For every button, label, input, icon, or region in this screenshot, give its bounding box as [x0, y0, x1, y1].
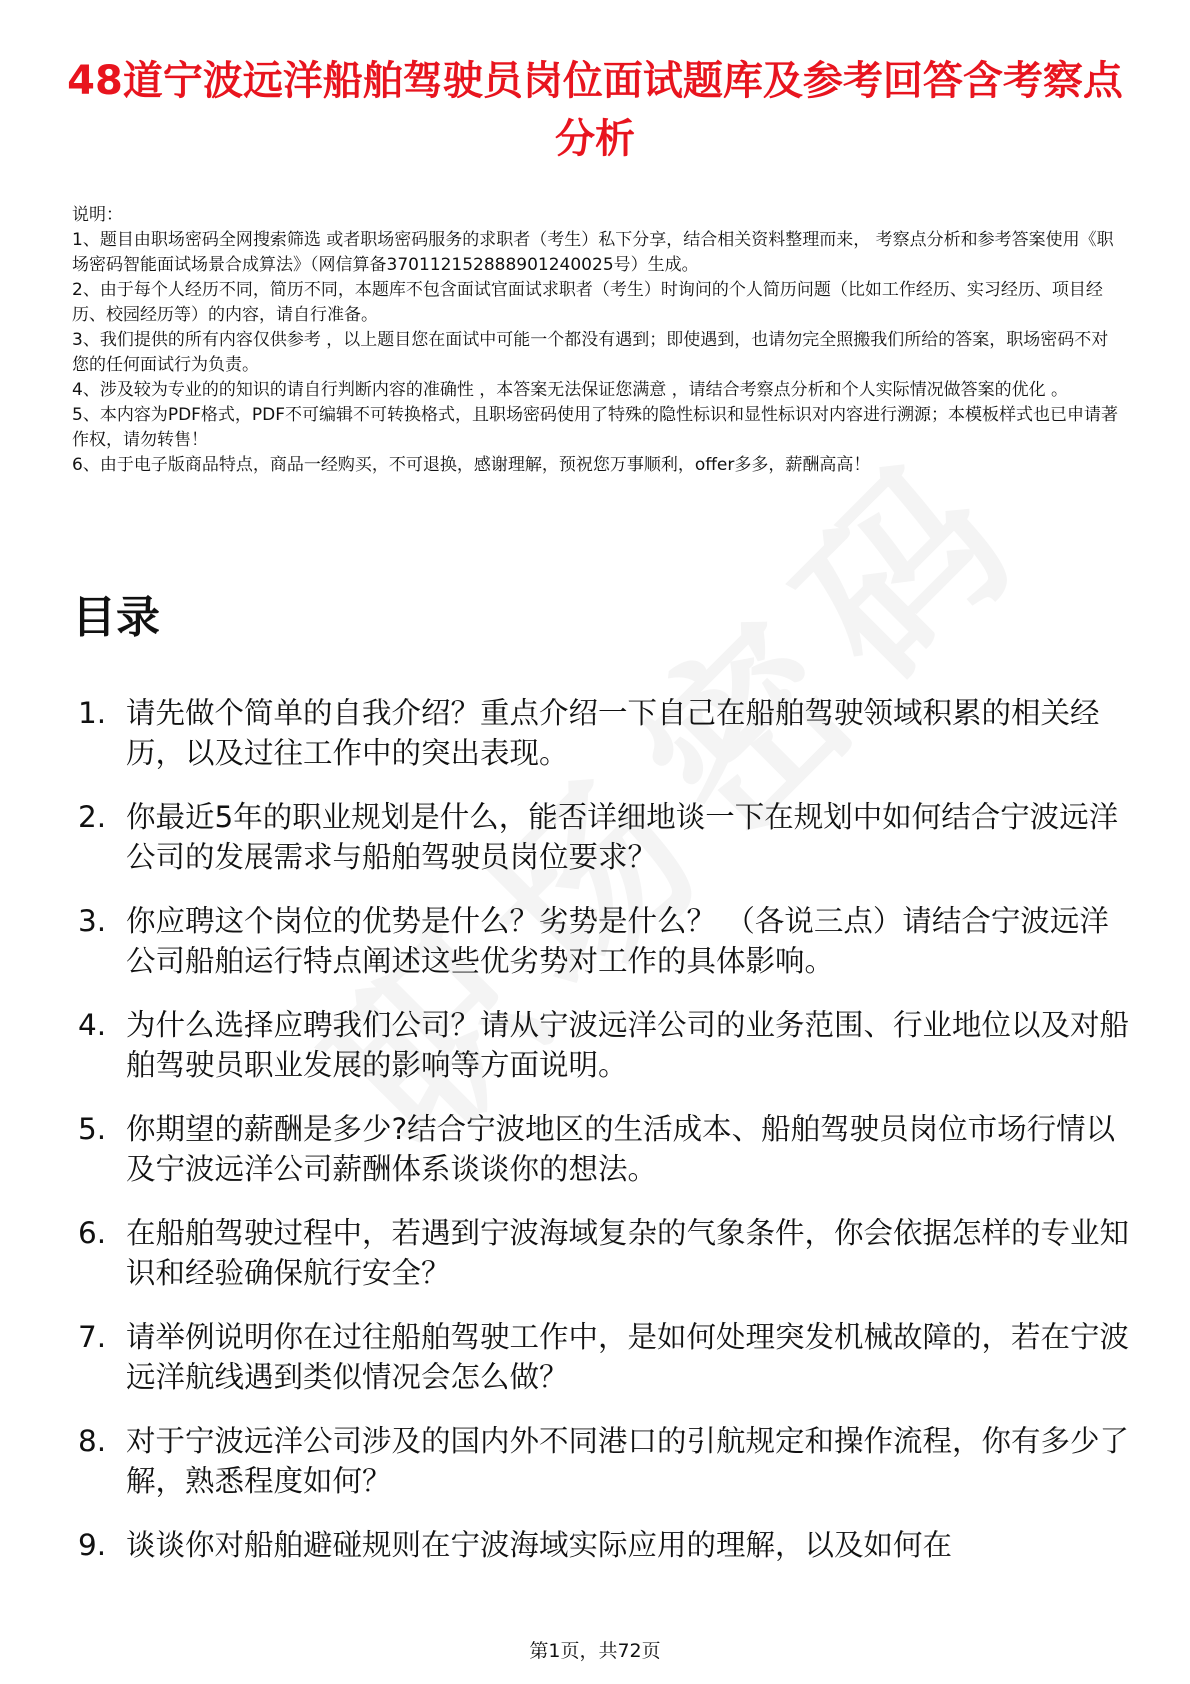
toc-item-number: 9.: [78, 1528, 107, 1562]
toc-item-text: 你应聘这个岗位的优势是什么？劣势是什么？ （各说三点）请结合宁波远洋公司船舶运行特点阐述这些优劣势对工作的具体影响。: [126, 904, 1109, 978]
toc-item[interactable]: [72, 1317, 1130, 1397]
toc-item-number: 6.: [78, 1216, 107, 1250]
toc-item[interactable]: [72, 1525, 1130, 1565]
toc-item-text: 在船舶驾驶过程中，若遇到宁波海域复杂的气象条件，你会依据怎样的专业知识和经验确保航行安全？: [126, 1216, 1130, 1290]
toc-item-text: 请举例说明你在过往船舶驾驶工作中，是如何处理突发机械故障的，若在宁波远洋航线遇到类似情况会怎么做？: [126, 1320, 1130, 1394]
toc-item-text: 谈谈你对船舶避碰规则在宁波海域实际应用的理解，以及如何在: [126, 1528, 953, 1562]
toc-item[interactable]: [72, 1109, 1130, 1189]
toc-heading: 目录: [72, 592, 160, 643]
toc-item-text: 你最近5年的职业规划是什么，能否详细地谈一下在规划中如何结合宁波远洋公司的发展需求与船舶驾驶员岗位要求？: [126, 800, 1119, 874]
document-title: 48道宁波远洋船舶驾驶员岗位面试题库及参考回答含考察点分析: [67, 58, 1123, 162]
note-item: 5、本内容为PDF格式，PDF不可编辑不可转换格式，且职场密码使用了特殊的隐性标识和显性标识对内容进行溯源；本模板样式也已申请著作权，请勿转售！: [72, 405, 1119, 450]
note-item: 3、我们提供的所有内容仅供参考 ，以上题目您在面试中可能一个都没有遇到；即使遇到，也请勿完全照搬我们所给的答案，职场密码不对您的任何面试行为负责。: [72, 330, 1109, 375]
toc-item-text: 对于宁波远洋公司涉及的国内外不同港口的引航规定和操作流程，你有多少了解，熟悉程度如何？: [126, 1424, 1130, 1498]
notes-heading: 说明：: [72, 205, 123, 225]
toc-item[interactable]: [72, 1213, 1130, 1293]
toc-list: [72, 693, 1130, 1589]
page-footer: 第1页，共72页: [529, 1640, 661, 1662]
toc-item-number: 5.: [78, 1112, 107, 1146]
note-item: 2、由于每个人经历不同，简历不同，本题库不包含面试官面试求职者（考生）时询问的个人简历问题（比如工作经历、实习经历、项目经历、校园经历等）的内容，请自行准备。: [72, 280, 1103, 325]
toc-item-number: 1.: [78, 696, 107, 730]
toc-item-number: 7.: [78, 1320, 107, 1354]
toc-item[interactable]: [72, 693, 1130, 773]
toc-item-text: 为什么选择应聘我们公司？请从宁波远洋公司的业务范围、行业地位以及对船舶驾驶员职业发展的影响等方面说明。: [126, 1008, 1130, 1082]
toc-item[interactable]: [72, 797, 1130, 877]
toc-item-text: 你期望的薪酬是多少?结合宁波地区的生活成本、船舶驾驶员岗位市场行情以及宁波远洋公司薪酬体系谈谈你的想法。: [126, 1112, 1116, 1186]
notes-section: [72, 203, 1120, 478]
toc-item-text: 请先做个简单的自我介绍？重点介绍一下自己在船舶驾驶领域积累的相关经历，以及过往工作中的突出表现。: [126, 696, 1100, 770]
toc-item-number: 3.: [78, 904, 107, 938]
toc-item[interactable]: [72, 901, 1130, 981]
toc-item-number: 2.: [78, 800, 107, 834]
note-item: 4、涉及较为专业的的知识的请自行判断内容的准确性 ，本答案无法保证您满意 ，请结合考察点分析和个人实际情况做答案的优化 。: [72, 380, 1069, 400]
toc-item-number: 4.: [78, 1008, 107, 1042]
note-item: 6、由于电子版商品特点，商品一经购买，不可退换，感谢理解，预祝您万事顺利，offer多多，薪酬高高！: [72, 455, 871, 475]
toc-item[interactable]: [72, 1421, 1130, 1501]
toc-item-number: 8.: [78, 1424, 107, 1458]
toc-item[interactable]: [72, 1005, 1130, 1085]
note-item: 1、题目由职场密码全网搜索筛选 或者职场密码服务的求职者（考生）私下分享，结合相关资料整理而来， 考察点分析和参考答案使用《职场密码智能面试场景合成算法》（网信算备370112152888901240025号）生成。: [72, 230, 1114, 275]
